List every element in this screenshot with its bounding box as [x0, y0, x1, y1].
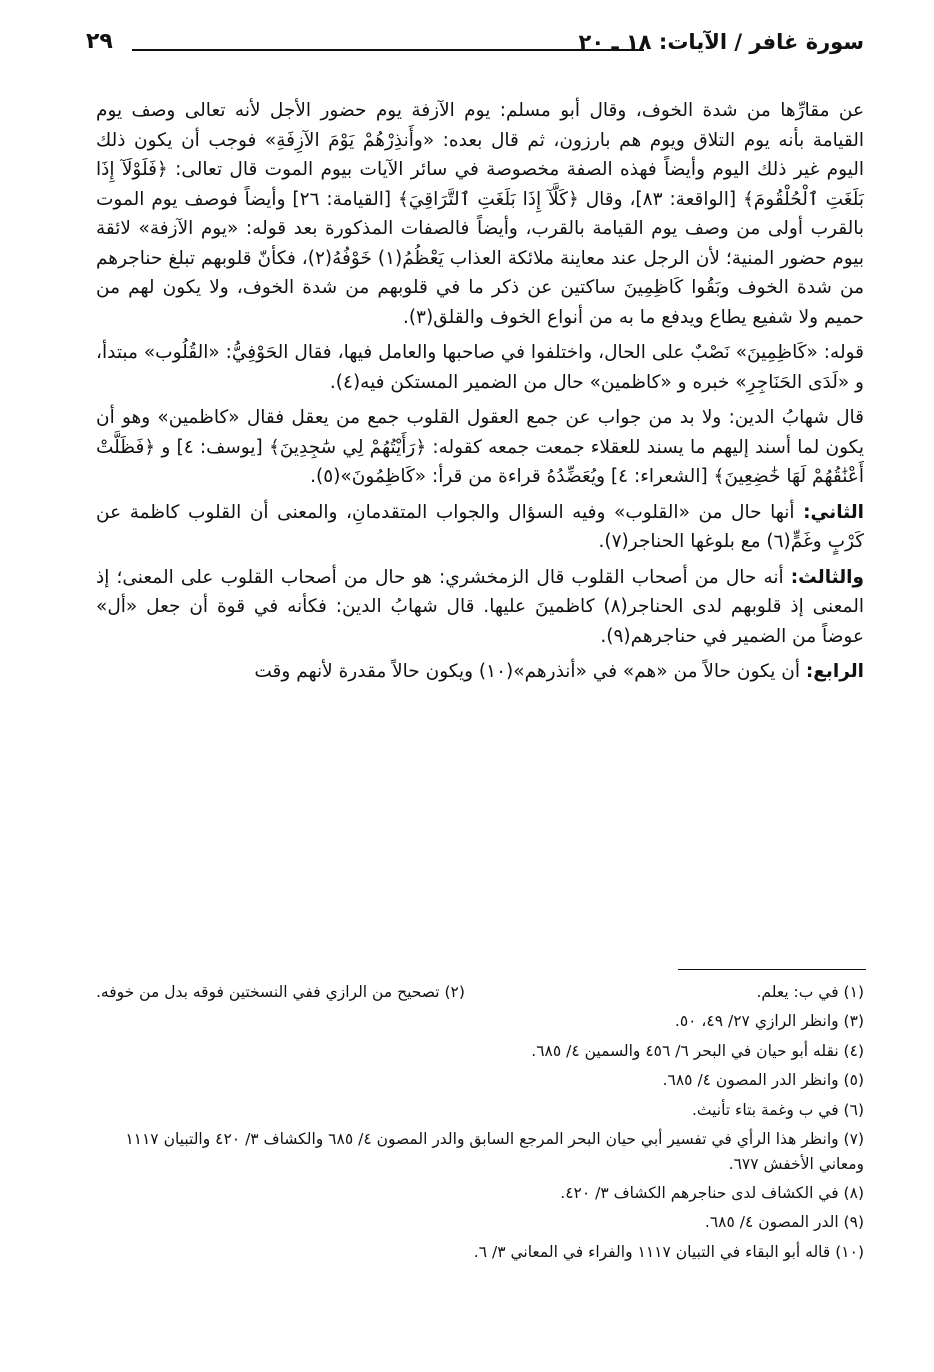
main-text: [96, 96, 864, 687]
footnote-6: (٦) في ب وغمة بتاء تأنيث.: [691, 1100, 864, 1119]
footnote-5: (٥) وانظر الدر المصون ٤/ ٦٨٥.: [662, 1071, 864, 1090]
footnote-2: (٢) تصحيح من الرازي ففي النسختين فوقه بدل من خوفه.: [96, 983, 465, 1001]
footnote-1: (١) في ب: يعلم.: [756, 983, 864, 1001]
paragraph-text: أنه حال من أصحاب القلوب قال الزمخشري: هو حال من أصحاب القلوب على المعنى؛ إذ المعنى إذ قلوبهم لدى الحناجر(٨) كاظمينَ عليها. قال شهابُ الدين: فكأنه في قوة أن جعل «أل» عوضاً من الضمير في حناجرهم(٩).: [96, 566, 864, 647]
footnote-row: [96, 978, 864, 1007]
paragraph-2: قوله: «كَاظِمِينَ» نَصْبٌ على الحال، واختلفوا في صاحبها والعامل فيها، فقال الحَوْفِيُّ: «القُلُوب» مبتدأ، و «لَدَى الحَنَاجِرِ» خبره و «كاظمين» حال من الضمير المستكن فيه(٤).: [96, 342, 864, 393]
footnote-4: (٤) نقله أبو حيان في البحر ٦/ ٤٥٦ والسمين ٤/ ٦٨٥.: [531, 1041, 864, 1060]
header-rule: [132, 49, 644, 51]
paragraph-text: أن يكون حالاً من «هم» في «أنذرهم»(١٠) ويكون حالاً مقدرة لأنهم وقت: [254, 661, 806, 682]
footnote-7: (٧) وانظر هذا الرأي في تفسير أبي حيان البحر المرجع السابق والدر المصون ٤/ ٦٨٥ والكشاف ٣/ ٤٢٠ والتبيان ١١١٧ ومعاني الأخفش ٦٧٧.: [125, 1130, 864, 1174]
page-number: ٢٩: [86, 29, 113, 54]
paragraph-fourth-opinion: [96, 657, 864, 687]
paragraph-1: عن مقارِّها من شدة الخوف، وقال أبو مسلم: يوم الآزفة يوم حضور الأجل لأنه تعالى وصف يوم القيامة بأنه يوم التلاق ويوم هم بارزون، ثم قال بعده: «وأَنذِرْهُمْ يَوْمَ الآزِفَةِ» فوجب أن يكون ذلك اليوم غير ذلك اليوم وأيضاً فهذه الصفة مخصوصة في سائر الآيات بيوم الموت قال تعالى: ﴿فَلَوْلَآ إِذَا بَلَغَتِ ٱلْحُلْقُومَ﴾ [الواقعة: ٨٣]، وقال ﴿كَلَّآ إِذَا بَلَغَتِ ٱلتَّرَاقِيَ﴾ [القيامة: ٢٦] وأيضاً فوصف يوم الموت بالقرب أولى من وصف يوم القيامة بالقرب، وأيضاً فالصفات المذكورة بعد قوله: «يوم الآزفة» لائقة بيوم حضور المنية؛ لأن الرجل عند معاينة ملائكة العذاب يَعْظُمُ(١) خَوْفُهُ(٢)، فكأنّ قلوبهم تبلغ حناجرهم من شدة الخوف وبَقُوا كَاظِمِينَ ساكتين عن ذكر ما في قلوبهم من شدة الخوف، ولا يكون لهم من حميم ولا شفيع يطاع ويدفع ما به من أنواع الخوف والقلق(٣).: [96, 100, 864, 328]
footnote-8: (٨) في الكشاف لدى حناجرهم الكشاف ٣/ ٤٢٠.: [560, 1184, 864, 1203]
paragraph-third-opinion: [96, 563, 864, 652]
paragraph-text: أنها حال من «القلوب» وفيه السؤال والجواب المتقدمانِ، والمعنى أن القلوب كاظمة عن كَرْبٍ وغَمٍّ(٦) مع بلوغها الحناجر(٧).: [96, 501, 864, 552]
paragraph-lead-word: الثاني:: [803, 501, 864, 523]
paragraph-3: قال شهابُ الدين: ولا بد من جواب عن جمع العقول القلوب جمع من يعقل فقال «كاظمين» وهو أن يكون لما أسند إليهم ما يسند للعقلاء جمعت جمعه كقوله: ﴿رَأَيْتُهُمْ لِي سَٰجِدِينَ﴾ [يوسف: ٤] و ﴿فَظَلَّتْ أَعْنَٰقُهُمْ لَهَا خَٰضِعِينَ﴾ [الشعراء: ٤] ويُعَضِّدُهُ قراءة من قرأ: «كَاظِمُونَ»(٥).: [96, 407, 864, 487]
footnote-10: (١٠) قاله أبو البقاء في التبيان ١١١٧ والفراء في المعاني ٣/ ٦.: [473, 1242, 864, 1261]
footnote-9: (٩) الدر المصون ٤/ ٦٨٥.: [704, 1213, 864, 1232]
running-header-title: سورة غافر / الآيات: ١٨ ـ ٢٠: [578, 30, 864, 54]
paragraph-lead-word: الرابع:: [805, 661, 864, 682]
paragraph-lead-word: والثالث:: [790, 566, 864, 588]
footnote-3: (٣) وانظر الرازي ٢٧/ ٤٩، ٥٠.: [674, 1012, 864, 1031]
paragraph-second-opinion: [96, 498, 864, 557]
footnote-separator: [678, 969, 866, 970]
footnotes: [96, 978, 864, 1267]
